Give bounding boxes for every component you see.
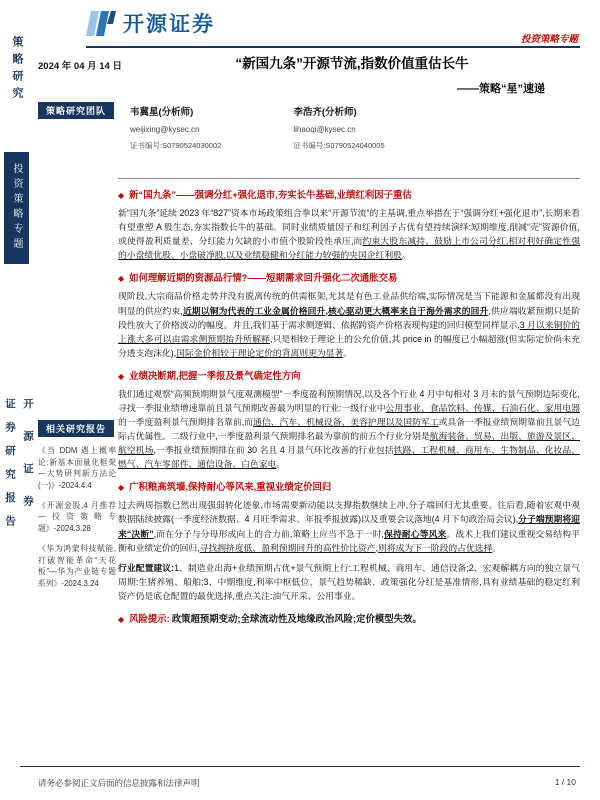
page-number: 1 / 10 <box>554 777 576 787</box>
text-run: 。战术上我们建议重视交易结构平衡和业绩定价的回归, <box>118 528 580 553</box>
text-run: 国际金价相较于理论定价的背离则更为显著 <box>176 347 344 358</box>
analyst-name: 韦冀星(分析师) <box>130 107 194 118</box>
section-header <box>118 480 580 494</box>
sidebar-report-type: 证券研究报告 <box>4 398 16 539</box>
text-run: 近期以铜为代表的工业金属价格回升,核心驱动更大概率来自于海外需求的回升 <box>182 305 489 316</box>
analyst-email: weijixing@kysec.cn <box>130 125 200 134</box>
section-risk-warning <box>118 612 580 626</box>
text-run: 公用事业、食品饮料、传媒、石油石化、家用电器 <box>385 402 580 413</box>
section-earnings-season <box>118 369 580 471</box>
diamond-bullet-icon: ◆ <box>118 274 125 284</box>
related-reports-list <box>38 445 116 598</box>
section-strategy-allocation <box>118 480 580 603</box>
report-title: “新国九条”开源节流,指数价值重估长牛 <box>235 56 469 71</box>
text-run: 新“国九条”延续 2023 年“827”资本市场政策组合拳以来“开源节流”的主基调,重点举措在于“强调分红+强化退市”,长期来看有望重塑 A 股生态,夯实指数长牛的基础。同时业绩质量因子和红利因子占优有望持续演绎:短期维度,削减“壳”资源价值,或使得盈利质量差、分红能力欠缺的小市值个股阶段性承压,而 <box>118 208 580 247</box>
text-run: 3 月以来铜价的上涨大多可以由需求侧预期抬升所解释 <box>118 319 580 344</box>
section-paragraph <box>118 387 580 471</box>
text-run: 分子端预期将迎来“决断” <box>118 514 580 539</box>
analyst-card <box>130 104 221 151</box>
footer-divider <box>20 766 580 767</box>
text-run: 航海装备、贸易、出版、旅游及景区、航空机场 <box>118 431 580 456</box>
text-run: 约束大股东减持、鼓励上市公司分红,相对利好确定性强的小盘绩优股、小盘破净股,以及业绩稳健和分红能力较强的央国企红利股 <box>118 236 580 261</box>
text-run: 我们通过观察“高频预期期景气度观测模型”一季度盈利预期情况,以及各个行业 4 月中旬相对 3 月末的景气预期边际变化,寻找一季报业绩增速靠前且景气预期改善最为明显的行业:一级行业中 <box>118 388 580 413</box>
section-header-text: 业绩决断期,把握一季报及景气确定性方向 <box>129 369 301 381</box>
header-divider <box>86 46 580 48</box>
section-header-text: 广积粮高筑墙,保持耐心等风来,重视业绩定价回归 <box>129 481 332 493</box>
diamond-bullet-icon: ◆ <box>118 191 125 200</box>
text-run: ,只是相较于理论上的公允价值,其 price in 的幅度已小幅超涨(但实际定价尚未充分透支泡沫化), <box>118 333 580 358</box>
text-run: 。 <box>343 347 353 358</box>
section-paragraph <box>118 289 580 359</box>
related-report-item: 《开源金股,4 月推荐—投资策略专题》-2024.3.28 <box>38 500 116 534</box>
diamond-bullet-icon: ◆ <box>118 614 125 624</box>
section-paragraph <box>118 206 580 262</box>
text-run: 通信、汽车、机械设备、美容护理以及国防军工 <box>253 417 439 428</box>
report-date: 2024 年 04 月 14 日 <box>38 61 122 72</box>
text-run: ,一季报业绩预期排在前 30 名且 4 月景气环比改善的行业包括 <box>153 445 394 456</box>
report-category-tag: 投资策略专题 <box>520 34 578 45</box>
text-run: ,而在分子与分母形成向上的合力前,策略上应当不急于一时, <box>153 528 384 539</box>
section-header-text: 如何理解近期的资源品行情?——短期需求回升强化二次通胀交易 <box>129 272 398 284</box>
risk-warning-text: 政策超预期变动;全球流动性及地缘政治风险;定价模型失效。 <box>171 612 422 624</box>
text-run: 1、制造业出海+业绩预期占优+景气预期上行:工程机械、商用车、通信设备;2、宏观解耦方向的独立景气周期:生猪养殖、船舶;3、中期维度,利率中枢低位、景气趋势稀缺、政策强化分红是基准情形,具有业绩基础的稳定红利资产仍是底仓配置的最优选择,重点关注:油气开采、公用事业。 <box>118 562 580 601</box>
section-paragraph <box>118 498 580 554</box>
text-run: 过去两周指数已然出现强弱转化迹象,市场需要新动能以支撑指数继续上冲,分子端回归尤其重要。往后看,随着宏观中观数据陆续披露(一季度经济数据、4 月旺季需求、年报季报披露)以及重要会议落地(4 月下旬政治局会议), <box>118 500 580 525</box>
brand-logo <box>86 8 215 38</box>
text-run: 。 <box>401 250 411 261</box>
section-header-text: 新“国九条”——强调分红+强化退市,夯实长牛基础,业绩红利因子重估 <box>129 189 412 200</box>
analyst-name: 李浩齐(分析师) <box>293 107 357 118</box>
analysts-divider <box>118 178 580 179</box>
report-subtitle: ——策略“星”速递 <box>457 83 545 95</box>
diamond-bullet-icon: ◆ <box>118 483 125 493</box>
sidebar-brand-vertical <box>3 398 36 539</box>
sidebar-category-top: 策略研究 <box>11 36 23 104</box>
section-resource-commodities <box>118 271 580 359</box>
team-label-box: 策略研究团队 <box>38 102 114 119</box>
text-run: 。 <box>492 542 502 553</box>
analyst-email: lihaoqi@kysec.cn <box>293 125 356 134</box>
text-run: 行业配置建议: <box>118 562 175 573</box>
related-report-item: 《当 DDM 遇上概率论:新基本面量化框架—大势研判新方法论(一)》-2024.4.4 <box>38 446 116 491</box>
related-reports-label: 相关研究报告 <box>38 420 114 437</box>
text-run: 或具备一季报业绩预期靠前且景气边际占优属性。二级行业中,一季度盈利景气预期排名最为靠前的前五个行业分别是 <box>118 417 580 442</box>
text-run: 的一季度盈利景气预期排名靠前,而 <box>118 417 254 428</box>
section-new-guo-jiu-tiao <box>118 188 580 262</box>
analysts-block <box>130 104 385 151</box>
section-header <box>118 271 580 285</box>
industry-allocation-paragraph <box>118 561 580 603</box>
section-header <box>118 612 580 626</box>
brand-logo-text: 开源证券 <box>123 13 215 36</box>
text-run: 。 <box>276 459 286 470</box>
section-header <box>118 188 580 202</box>
text-run: 保持耐心等风来 <box>383 528 447 539</box>
brand-logo-icon <box>86 10 116 37</box>
analyst-cert-number: 证书编号:S0790524030002 <box>130 141 222 150</box>
report-body <box>118 188 580 635</box>
diamond-bullet-icon: ◆ <box>118 371 125 381</box>
related-report-item: 《华为鸿蒙科技赋能,打破智能革命“天花板”—华为产业链专题系列》-2024.3.24 <box>38 543 116 588</box>
text-run: 铁路、工程机械、商用车、生物制品、化妆品、燃气、汽车零部件、通信设备、白色家电 <box>118 445 580 470</box>
sidebar-company-name: 开源证券 <box>22 398 34 528</box>
text-run: 现阶段,大宗商品价格走势并没有脱离传统的供需框架,尤其是有色工业品供给端,实际情况是当下能源和金属都没有出现明显的供应约束, <box>118 291 580 316</box>
analyst-cert-number: 证书编号:S0790524040005 <box>293 141 385 150</box>
text-run: ,供应端收紧预期只是阶段性放大了价格波动的幅度。并且,我们基于需求侧逻辑、依据跨资产价格表现构建的回归模型同样显示, <box>118 305 580 330</box>
analyst-card <box>293 104 384 151</box>
text-run: 寻找拥挤度低、盈利预期回升的高性价比资产,则将成为下一阶段的占优选择 <box>199 542 493 553</box>
footer-disclaimer: 请务必参阅正文后面的信息披露和法律声明 <box>38 778 200 788</box>
section-header <box>118 369 580 383</box>
sidebar-category-badge: 投资策略专题 <box>4 152 29 264</box>
risk-warning-label: 风险提示: <box>129 612 170 624</box>
